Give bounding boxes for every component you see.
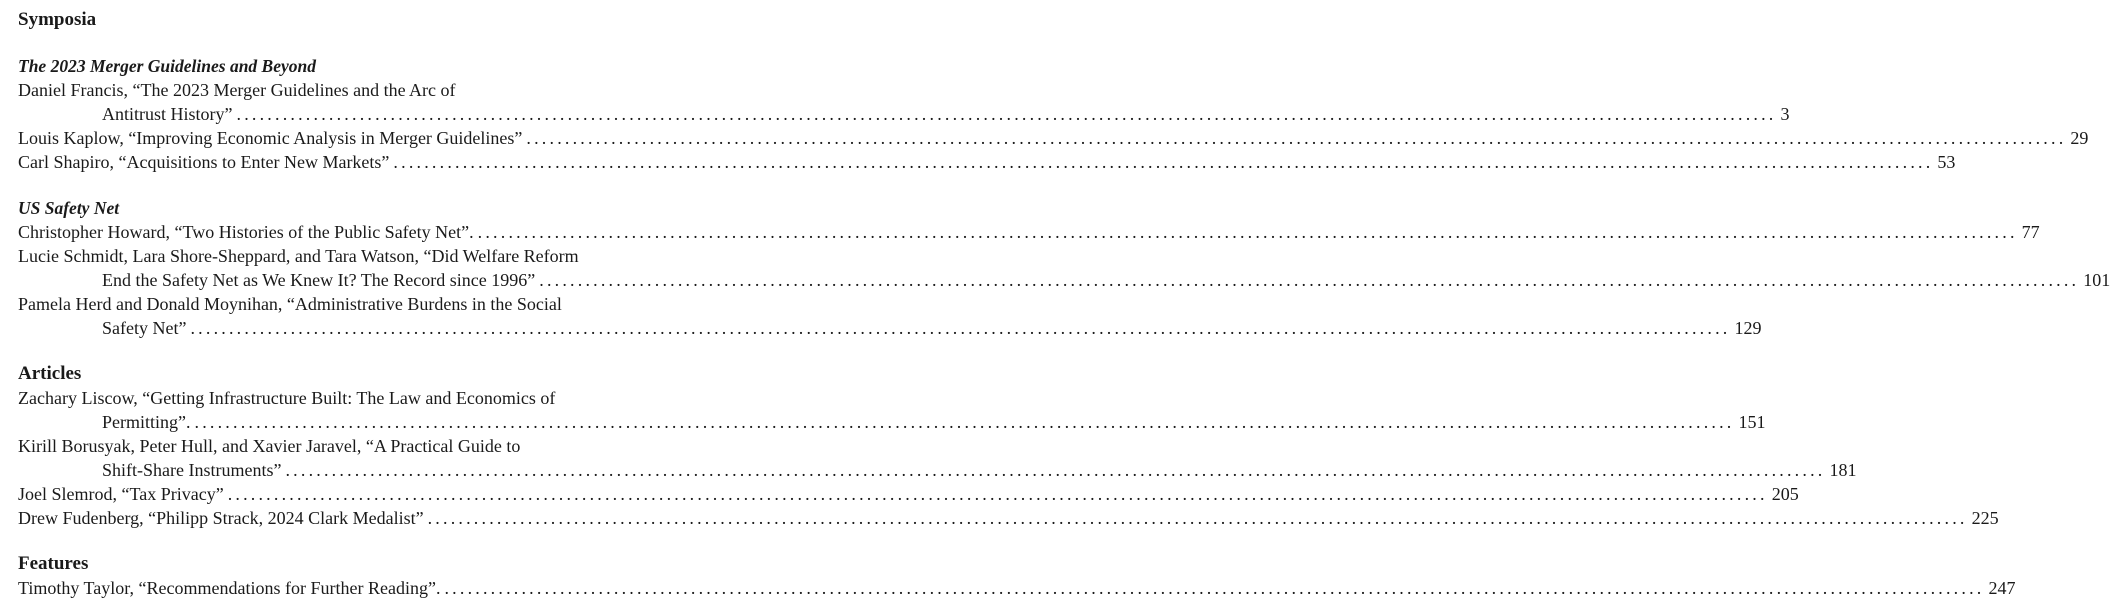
dot-leader: ........................................................................................................................................................................................................ [190, 318, 1731, 338]
toc-entry-page-number: 151 [1738, 412, 1766, 432]
toc-entry-page-number: 181 [1829, 460, 1857, 480]
toc-entry[interactable] [18, 78, 1790, 126]
toc-entry[interactable] [18, 506, 1999, 530]
dot-leader: ........................................................................................................................................................................................................ [194, 412, 1735, 432]
toc-entry[interactable] [18, 434, 1857, 482]
toc-entry-title-line: Daniel Francis, “The 2023 Merger Guidelines and the Arc of [18, 80, 456, 100]
toc-entry-page-number: 129 [1734, 318, 1762, 338]
toc-entry-title-line: Shift-Share Instruments” [102, 460, 282, 480]
toc-entry[interactable] [18, 126, 2089, 150]
toc-entry-title-line: Lucie Schmidt, Lara Shore-Sheppard, and Tara Watson, “Did Welfare Reform [18, 246, 579, 266]
dot-leader: ........................................................................................................................................................................................................ [285, 460, 1826, 480]
toc-entry-page-number: 29 [2070, 128, 2089, 148]
toc-entry[interactable] [18, 220, 2040, 244]
section-heading-symposia: Symposia [18, 9, 97, 30]
toc-entry-page-number: 101 [2083, 270, 2110, 290]
dot-leader: ........................................................................................................................................................................................................ [393, 152, 1934, 172]
dot-leader: ........................................................................................................................................................................................................ [236, 104, 1777, 124]
section-heading-features: Features [18, 553, 89, 574]
toc-entry-title-line: Joel Slemrod, “Tax Privacy” [18, 484, 224, 504]
toc-entry-title-line: Christopher Howard, “Two Histories of the Public Safety Net”. [18, 222, 474, 242]
toc-entry-title-line: Safety Net” [102, 318, 187, 338]
toc-entry-page-number: 53 [1937, 152, 1956, 172]
toc-entry-title-line: Louis Kaplow, “Improving Economic Analysis in Merger Guidelines” [18, 128, 523, 148]
dot-leader: ........................................................................................................................................................................................................ [444, 578, 1985, 598]
subsection-heading-safety-net: US Safety Net [18, 198, 120, 218]
toc-entry-page-number: 77 [2021, 222, 2040, 242]
toc-entry-title-line: Timothy Taylor, “Recommendations for Further Reading”. [18, 578, 441, 598]
dot-leader: ........................................................................................................................................................................................................ [477, 222, 2018, 242]
toc-entry-page-number: 205 [1771, 484, 1799, 504]
toc-entry[interactable] [18, 482, 1799, 506]
dot-leader: ........................................................................................................................................................................................................ [539, 270, 2080, 290]
toc-entry-title-line: Antitrust History” [102, 104, 233, 124]
dot-leader: ........................................................................................................................................................................................................ [526, 128, 2067, 148]
subsection-heading-merger-guidelines: The 2023 Merger Guidelines and Beyond [18, 56, 316, 76]
toc-entry-title-line: Drew Fudenberg, “Philipp Strack, 2024 Clark Medalist” [18, 508, 424, 528]
dot-leader: ........................................................................................................................................................................................................ [427, 508, 1968, 528]
toc-entry-page-number: 225 [1971, 508, 1999, 528]
toc-entry[interactable] [18, 292, 1762, 340]
dot-leader: ........................................................................................................................................................................................................ [227, 484, 1768, 504]
toc-entry[interactable] [18, 576, 2016, 600]
toc-entry[interactable] [18, 244, 2110, 292]
toc-entry-page-number: 247 [1988, 578, 2016, 598]
toc-entry-title-line: End the Safety Net as We Knew It? The Record since 1996” [102, 270, 536, 290]
toc-entry-title-line: Kirill Borusyak, Peter Hull, and Xavier Jaravel, “A Practical Guide to [18, 436, 521, 456]
toc-entry-page-number: 3 [1780, 104, 1790, 124]
toc-entry-title-line: Permitting”. [102, 412, 191, 432]
toc-entry-title-line: Pamela Herd and Donald Moynihan, “Administrative Burdens in the Social [18, 294, 562, 314]
toc-entry[interactable] [18, 150, 1956, 174]
section-heading-articles: Articles [18, 363, 82, 384]
toc-entry[interactable] [18, 386, 1766, 434]
toc-entry-title-line: Carl Shapiro, “Acquisitions to Enter New Markets” [18, 152, 390, 172]
toc-entry-title-line: Zachary Liscow, “Getting Infrastructure Built: The Law and Economics of [18, 388, 556, 408]
